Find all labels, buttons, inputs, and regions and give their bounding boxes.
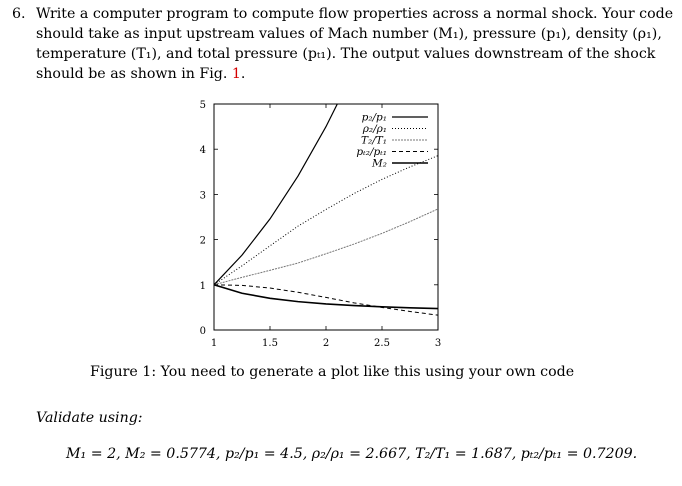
problem-line-1: Write a computer program to compute flow properties across a normal shock. Your code <box>36 6 674 22</box>
series-line-4 <box>214 285 438 309</box>
figure-reference-link[interactable]: 1 <box>231 66 241 82</box>
legend-label: M₂ <box>372 157 387 170</box>
problem-line-4-text: should be as shown in Fig. <box>36 66 232 82</box>
validate-values <box>66 446 637 462</box>
validate-values-text: M₁ = 2, M₂ = 0.5774, p₂/p₁ = 4.5, ρ₂/ρ₁ = 2.667, T₂/T₁ = 1.687, pₜ₂/pₜ₁ = 0.7209. <box>66 446 638 462</box>
legend-label: ρ₂/ρ₁ <box>362 123 387 135</box>
validate-heading: Validate using: <box>36 410 143 426</box>
problem-line-2: should take as input upstream values of Mach number (M₁), pressure (p₁), density (ρ₁), <box>36 26 662 42</box>
y-tick-label: 0 <box>199 326 206 337</box>
series-line-3 <box>214 285 438 315</box>
series-line-1 <box>214 156 438 285</box>
problem-number: 6. <box>12 6 26 22</box>
x-tick-label: 1.5 <box>262 338 278 349</box>
x-tick-label: 2.5 <box>374 338 390 349</box>
y-tick-label: 4 <box>199 145 206 157</box>
series-line-0 <box>214 0 438 285</box>
problem-line-3: temperature (T₁), and total pressure (pₜ₁). The output values downstream of the shock <box>36 46 656 62</box>
x-tick-label: 2 <box>322 338 330 349</box>
y-tick-label: 3 <box>199 190 206 202</box>
x-tick-label: 3 <box>434 338 442 349</box>
x-tick-label: 1 <box>210 338 218 349</box>
figure-caption: Figure 1: You need to generate a plot like this using your own code <box>90 364 575 380</box>
legend-label: p₂/p₁ <box>361 111 387 124</box>
plot-frame <box>214 104 438 330</box>
y-tick-label: 5 <box>199 100 206 111</box>
series-line-2 <box>214 209 438 285</box>
y-tick-label: 1 <box>199 280 206 292</box>
legend-label: T₂/T₁ <box>361 134 387 147</box>
problem-end-punct: . <box>240 66 246 82</box>
y-tick-label: 2 <box>199 235 206 247</box>
legend-label: pₜ₂/pₜ₁ <box>356 146 387 158</box>
